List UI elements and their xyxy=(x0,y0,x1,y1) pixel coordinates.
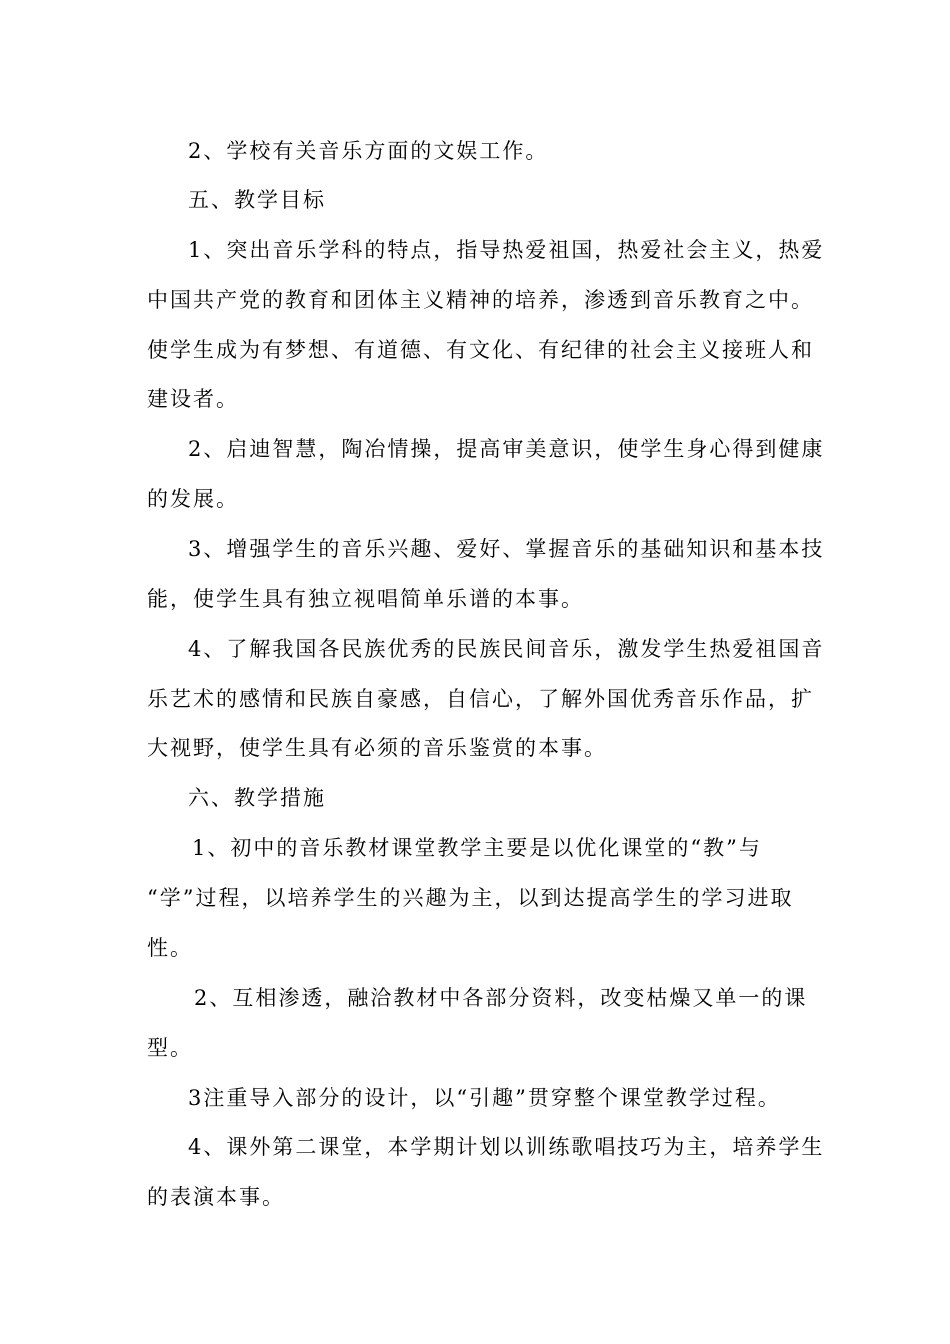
paragraph-line: 4、课外第二课堂，本学期计划以训练歌唱技巧为主，培养学生 xyxy=(188,1135,825,1159)
paragraph-line: 性。 xyxy=(147,936,193,960)
section-heading: 六、教学措施 xyxy=(188,786,326,810)
paragraph-line: 的表演本事。 xyxy=(147,1185,285,1209)
paragraph-line: 2、互相渗透，融洽教材中各部分资料，改变枯燥又单一的课 xyxy=(194,986,808,1010)
paragraph-line: 3注重导入部分的设计，以“引趣”贯穿整个课堂教学过程。 xyxy=(188,1086,781,1110)
paragraph-line: 能，使学生具有独立视唱简单乐谱的本事。 xyxy=(147,587,584,611)
paragraph-line: 型。 xyxy=(147,1036,193,1060)
paragraph-line: 使学生成为有梦想、有道德、有文化、有纪律的社会主义接班人和 xyxy=(147,338,814,362)
paragraph-line: 大视野，使学生具有必须的音乐鉴赏的本事。 xyxy=(147,736,607,760)
paragraph-line: 1、初中的音乐教材课堂教学主要是以优化课堂的“教”与 xyxy=(192,836,762,860)
paragraph-line: “学”过程，以培养学生的兴趣为主，以到达提高学生的学习进取 xyxy=(147,886,794,910)
paragraph-line: 建设者。 xyxy=(147,387,239,411)
paragraph-line: 1、突出音乐学科的特点，指导热爱祖国，热爱社会主义，热爱 xyxy=(188,238,825,262)
paragraph-line: 乐艺术的感情和民族自豪感，自信心，了解外国优秀音乐作品，扩 xyxy=(147,687,814,711)
paragraph-line: 中国共产党的教育和团体主义精神的培养，渗透到音乐教育之中。 xyxy=(147,288,814,312)
paragraph-line: 4、了解我国各民族优秀的民族民间音乐，激发学生热爱祖国音 xyxy=(188,637,825,661)
paragraph-line: 2、启迪智慧，陶冶情操，提高审美意识，使学生身心得到健康 xyxy=(188,437,825,461)
paragraph-line: 3、增强学生的音乐兴趣、爱好、掌握音乐的基础知识和基本技 xyxy=(188,537,825,561)
paragraph-line: 的发展。 xyxy=(147,487,239,511)
paragraph-line: 2、学校有关音乐方面的文娱工作。 xyxy=(188,139,549,163)
section-heading: 五、教学目标 xyxy=(188,188,326,212)
